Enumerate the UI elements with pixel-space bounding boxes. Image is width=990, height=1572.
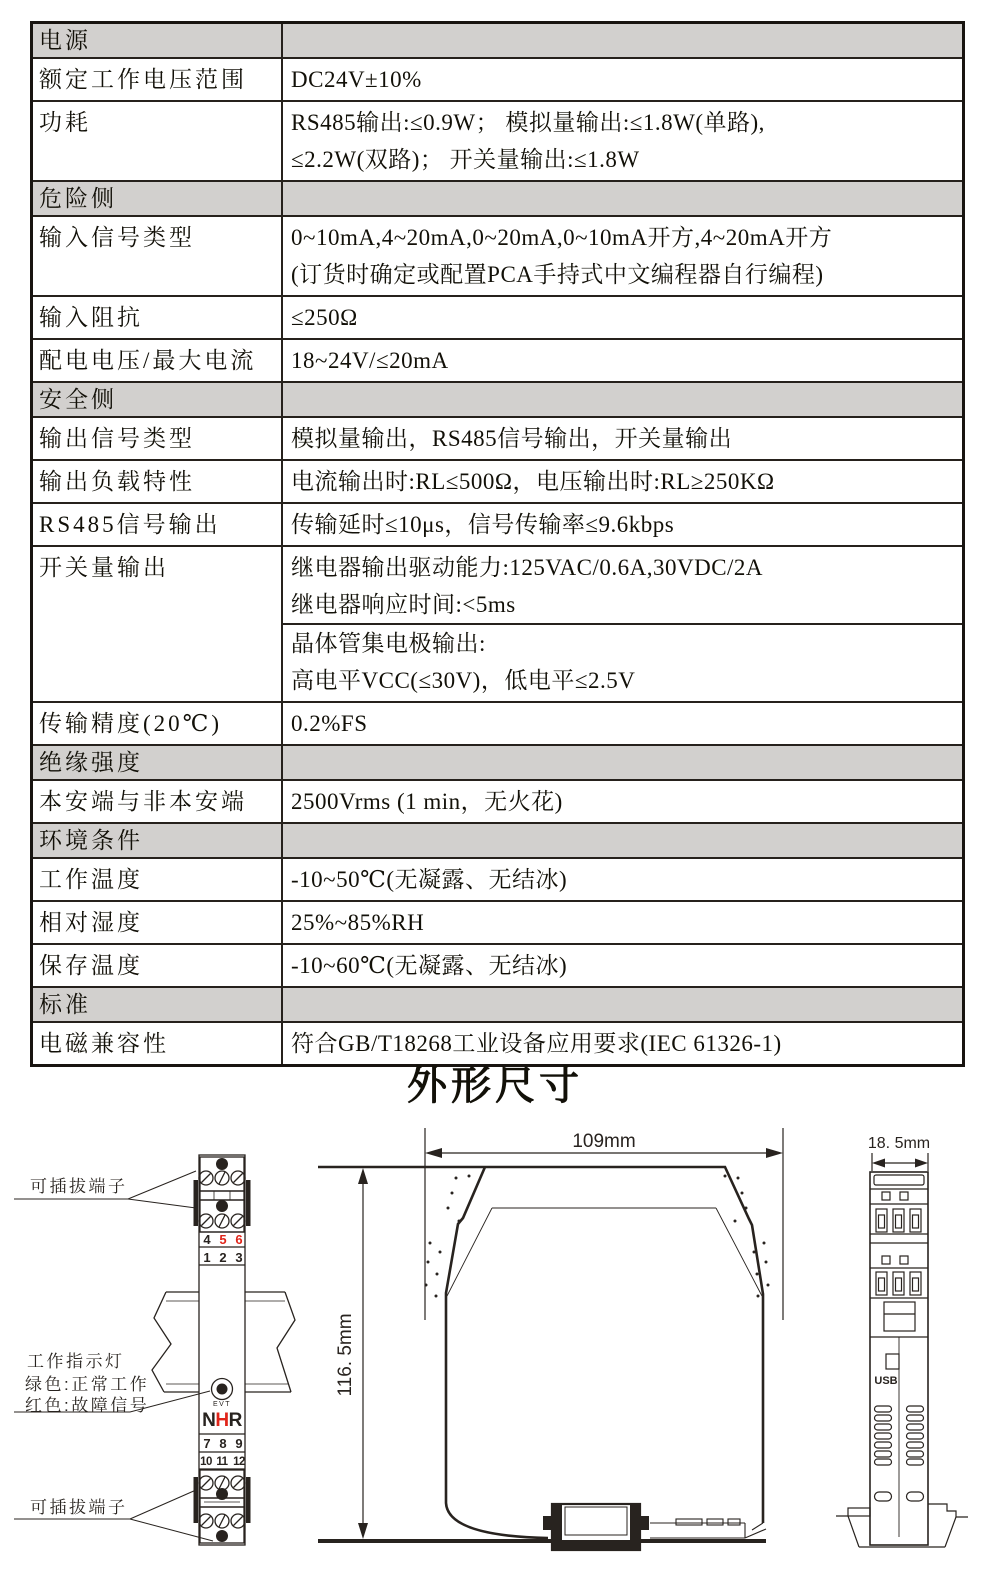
spec-label: 输出负载特性	[33, 461, 283, 502]
spec-value-line: 继电器响应时间:<5ms	[291, 592, 516, 617]
spec-label: 配电电压/最大电流	[33, 340, 283, 381]
spec-label: 本安端与非本安端	[33, 781, 283, 822]
spec-value-line: 0~10mA,4~20mA,0~20mA,0~10mA开方,4~20mA开方	[291, 225, 833, 250]
led-caption: EVT	[212, 1401, 232, 1408]
spec-value-line: (订货时确定或配置PCA手持式中文编程器自行编程)	[291, 262, 824, 287]
terminal-number: 2	[219, 1250, 227, 1265]
spec-value-line: 高电平VCC(≤30V)，低电平≤2.5V	[291, 668, 636, 693]
spec-value-line: 2500Vrms (1 min，无火花)	[291, 789, 563, 814]
section-row	[33, 24, 962, 57]
spec-value	[283, 461, 962, 502]
spec-value-line: 传输延时≤10μs，信号传输率≤9.6kbps	[291, 512, 675, 537]
spec-label: 输入信号类型	[33, 217, 283, 295]
spec-value	[283, 902, 962, 943]
spec-row	[33, 338, 962, 381]
end-width-dimension: 18. 5mm	[867, 1135, 931, 1152]
section-row	[33, 381, 962, 416]
spec-value	[283, 383, 962, 416]
spec-row	[33, 295, 962, 338]
spec-row	[33, 943, 962, 986]
status-led	[217, 1384, 228, 1395]
spec-row	[33, 502, 962, 545]
section-row	[33, 822, 962, 857]
width-dimension: 109mm	[572, 1131, 636, 1152]
spec-table	[30, 21, 965, 1067]
spec-value	[283, 182, 962, 215]
callout-pluggable-terminal-top: 可插拔端子	[30, 1177, 128, 1196]
module-front-view	[194, 1155, 251, 1545]
terminal-number: 9	[235, 1436, 243, 1451]
spec-row	[33, 100, 962, 180]
terminal-side-rail	[194, 1180, 199, 1226]
callout-indicator-line2: 绿色:正常工作	[25, 1375, 150, 1394]
outline-title: 外形尺寸	[407, 1064, 583, 1108]
spec-value-line: 符合GB/T18268工业设备应用要求(IEC 61326-1)	[291, 1031, 782, 1056]
terminal-side-rail	[246, 1477, 251, 1523]
end-view	[836, 1153, 968, 1547]
spec-label: 输出信号类型	[33, 418, 283, 459]
spec-value	[283, 504, 962, 545]
spec-value	[283, 102, 962, 180]
spec-value	[283, 988, 962, 1021]
callout-pluggable-terminal-bottom: 可插拔端子	[30, 1498, 128, 1517]
spec-label: 危险侧	[33, 182, 283, 215]
spec-value-line: 晶体管集电极输出:	[291, 631, 486, 656]
spec-label: 输入阻抗	[33, 297, 283, 338]
spec-value	[283, 418, 962, 459]
spec-value	[283, 859, 962, 900]
spec-value-line: DC24V±10%	[291, 67, 422, 92]
spec-value-line: 电流输出时:RL≤500Ω，电压输出时:RL≥250KΩ	[291, 469, 775, 494]
terminal-number: 6	[235, 1232, 243, 1247]
spec-label: 环境条件	[33, 824, 283, 857]
spec-value	[283, 340, 962, 381]
spec-value-line: ≤250Ω	[291, 305, 358, 330]
terminal-number: 7	[203, 1436, 211, 1451]
spec-row	[33, 215, 962, 295]
callout-indicator-line1: 工作指示灯	[27, 1352, 125, 1371]
din-clip	[543, 1504, 649, 1550]
terminal-number: 1	[203, 1250, 211, 1265]
spec-label: 额定工作电压范围	[33, 59, 283, 100]
spec-row	[33, 57, 962, 100]
spec-value-line: -10~60℃(无凝露、无结冰)	[291, 953, 568, 978]
spec-value	[283, 945, 962, 986]
spec-value-line: ≤2.2W(双路)； 开关量输出:≤1.8W	[291, 147, 640, 172]
spec-value-line: 继电器输出驱动能力:125VAC/0.6A,30VDC/2A	[291, 555, 764, 580]
spec-row	[33, 900, 962, 943]
spec-value	[283, 746, 962, 779]
spec-row	[33, 545, 962, 701]
spec-label: 电源	[33, 24, 283, 57]
spec-row	[33, 416, 962, 459]
spec-value	[283, 781, 962, 822]
spec-value	[283, 703, 962, 744]
spec-label: 标准	[33, 988, 283, 1021]
terminal-number: 5	[219, 1232, 227, 1247]
spec-label: 保存温度	[33, 945, 283, 986]
spec-value	[283, 24, 962, 57]
spec-label: 传输精度(20℃)	[33, 703, 283, 744]
spec-value-line: 0.2%FS	[291, 711, 368, 736]
terminal-number: 4	[203, 1232, 211, 1247]
terminal-number: 3	[235, 1250, 243, 1265]
spec-label: RS485信号输出	[33, 504, 283, 545]
spec-value	[283, 217, 962, 295]
outline-drawing	[0, 1112, 990, 1572]
spec-value-line: 模拟量输出，RS485信号输出，开关量输出	[291, 426, 733, 451]
spec-value-line: -10~50℃(无凝露、无结冰)	[291, 867, 568, 892]
spec-label: 绝缘强度	[33, 746, 283, 779]
spec-row	[33, 857, 962, 900]
spec-label: 工作温度	[33, 859, 283, 900]
vent-dots	[425, 1175, 770, 1298]
spec-label: 相对湿度	[33, 902, 283, 943]
brand-logo: NHR	[202, 1410, 242, 1431]
section-row	[33, 744, 962, 779]
spec-label: 开关量输出	[33, 547, 283, 701]
side-view	[318, 1128, 783, 1550]
section-row	[33, 180, 962, 215]
spec-value	[283, 824, 962, 857]
height-dimension: 116. 5mm	[335, 1313, 356, 1397]
spec-label: 安全侧	[33, 383, 283, 416]
terminal-number: 8	[219, 1436, 227, 1451]
spec-value	[283, 59, 962, 100]
spec-value-line: RS485输出:≤0.9W； 模拟量输出:≤1.8W(单路),	[291, 110, 765, 135]
section-row	[33, 986, 962, 1021]
spec-row	[33, 459, 962, 502]
callout-indicator-line3: 红色:故障信号	[25, 1396, 150, 1415]
terminal-number: 12	[233, 1456, 245, 1468]
terminal-number: 10	[200, 1456, 212, 1468]
spec-value-line: 25%~85%RH	[291, 910, 425, 935]
spec-label: 电磁兼容性	[33, 1023, 283, 1064]
spec-value	[283, 547, 962, 701]
spec-value	[283, 297, 962, 338]
terminal-side-rail	[246, 1180, 251, 1226]
spec-label: 功耗	[33, 102, 283, 180]
usb-label: USB	[874, 1375, 898, 1387]
spec-row	[33, 701, 962, 744]
terminal-side-rail	[194, 1477, 199, 1523]
terminal-number: 11	[216, 1456, 228, 1468]
release-latch	[650, 1519, 766, 1538]
spec-row	[33, 779, 962, 822]
spec-value-line: 18~24V/≤20mA	[291, 348, 449, 373]
